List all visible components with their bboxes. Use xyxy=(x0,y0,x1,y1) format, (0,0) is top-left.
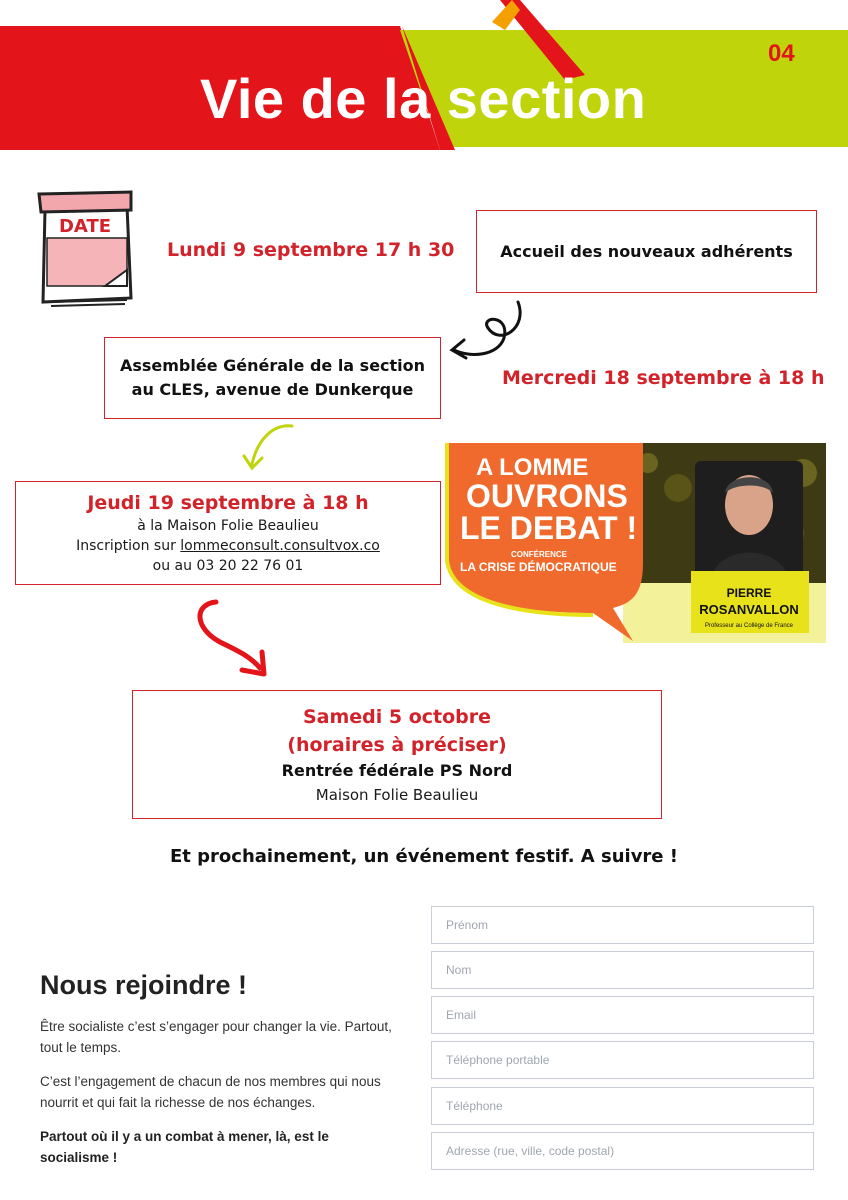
event-2-date: Mercredi 18 septembre à 18 h xyxy=(502,367,825,389)
speaker-last-name: ROSANVALLON xyxy=(699,602,799,617)
calendar-label: DATE xyxy=(58,216,112,237)
event-1-date: Lundi 9 septembre 17 h 30 xyxy=(167,239,455,261)
join-paragraph-1: Être socialiste c’est s’engager pour changer la vie. Partout, tout le temps. xyxy=(40,1019,392,1055)
address-field[interactable]: Adresse (rue, ville, code postal) xyxy=(431,1132,814,1170)
event-4-time-note: (horaires à préciser) xyxy=(287,734,507,756)
email-field[interactable]: Email xyxy=(431,996,814,1034)
event-2-title-line1: Assemblée Générale de la section xyxy=(119,356,426,375)
event-1-box xyxy=(476,210,817,293)
conference-line1: A LOMME xyxy=(476,454,589,481)
conference-line3: LE DEBAT ! xyxy=(460,510,638,546)
event-3-date: Jeudi 19 septembre à 18 h xyxy=(87,492,369,514)
conference-line2: OUVRONS xyxy=(466,478,628,514)
teaser-text: Et prochainement, un événement festif. A suivre ! xyxy=(170,846,678,867)
event-4-title: Rentrée fédérale PS Nord xyxy=(281,761,513,780)
event-1-title: Accueil des nouveaux adhérents xyxy=(500,242,793,261)
join-title: Nous rejoindre ! xyxy=(40,970,248,1000)
event-3-registration-prefix: Inscription sur xyxy=(76,538,181,554)
event-3-registration-link[interactable]: lommeconsult.consultvox.co xyxy=(180,538,380,554)
conference-kicker: CONFÉRENCE xyxy=(511,550,568,559)
event-4-box xyxy=(132,690,662,819)
phone-field[interactable]: Téléphone xyxy=(431,1087,814,1125)
event-3-phone: ou au 03 20 22 76 01 xyxy=(152,558,304,574)
page-title: Vie de la section xyxy=(200,67,647,130)
first-name-field[interactable]: Prénom xyxy=(431,906,814,944)
green-arrow-icon xyxy=(236,420,300,478)
page-number: 04 xyxy=(768,40,795,67)
speaker-first-name: PIERRE xyxy=(726,586,772,600)
mobile-phone-field[interactable]: Téléphone portable xyxy=(431,1041,814,1079)
event-2-title-line2: au CLES, avenue de Dunkerque xyxy=(131,380,414,399)
last-name-field[interactable]: Nom xyxy=(431,951,814,989)
conference-subtitle: LA CRISE DÉMOCRATIQUE xyxy=(460,560,617,574)
event-4-date: Samedi 5 octobre xyxy=(302,706,492,728)
event-3-box xyxy=(15,481,441,585)
event-3-place: à la Maison Folie Beaulieu xyxy=(137,518,319,534)
curved-arrow-icon xyxy=(440,298,530,368)
join-paragraph-3: Partout où il y a un combat à mener, là, est le socialisme ! xyxy=(40,1129,329,1165)
event-2-box xyxy=(104,337,441,419)
event-3-registration xyxy=(16,536,440,556)
join-paragraph-2: C’est l’engagement de chacun de nos membres qui nous nourrit et qui fait la richesse de nos échanges. xyxy=(40,1074,381,1110)
red-arrow-icon xyxy=(190,596,274,680)
calendar-icon xyxy=(35,190,135,308)
conference-visual xyxy=(443,443,826,643)
speaker-role: Professeur au Collège de France xyxy=(704,623,794,629)
event-4-place: Maison Folie Beaulieu xyxy=(315,786,479,804)
